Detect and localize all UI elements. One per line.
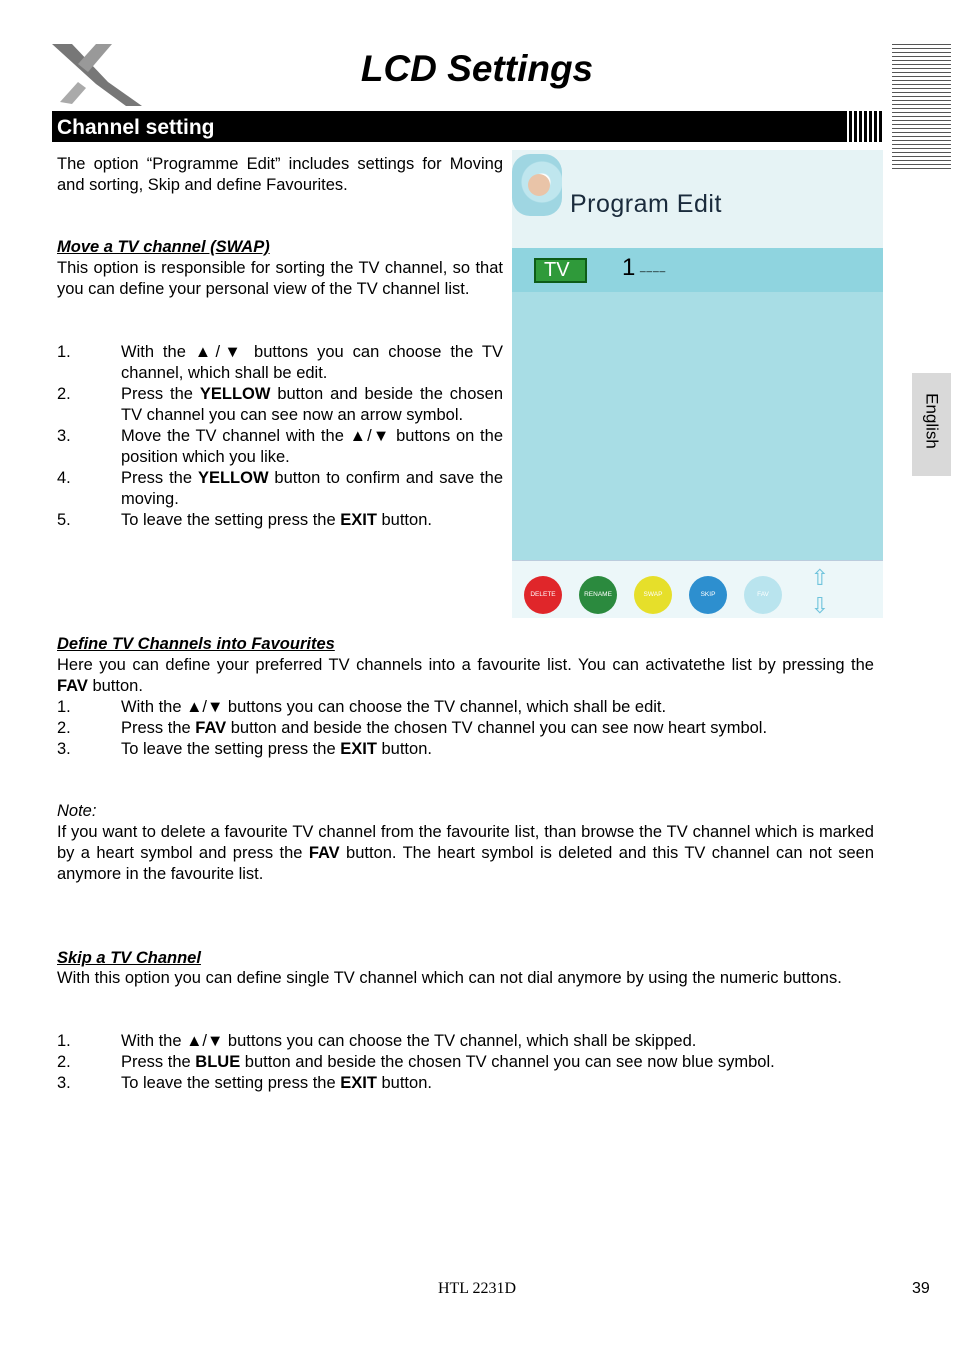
list-item (57, 739, 874, 760)
list-item-number: 5. (57, 511, 71, 529)
list-item (57, 697, 874, 718)
list-item-number: 2. (57, 719, 71, 737)
channel-row (512, 248, 883, 292)
channel-name: ____ (640, 262, 667, 273)
fav-steps (57, 697, 874, 760)
list-item (57, 1031, 874, 1052)
button-skip: SKIP (689, 576, 727, 614)
list-item-bold: BLUE (195, 1053, 241, 1071)
list-item-text: Move the TV channel with the ▲/▼ buttons on the position which you like. (121, 427, 503, 466)
list-item-number: 2. (57, 1053, 71, 1071)
page-number: 39 (912, 1280, 930, 1297)
fav-text-post: button. (87, 677, 143, 695)
list-item-text: Press the (121, 1053, 196, 1071)
note-heading: Note: (57, 802, 97, 820)
button-bar (512, 560, 883, 618)
list-item-text: With the ▲/▼ buttons you can choose the TV channel, which shall be edit. (121, 698, 667, 716)
list-item-text: To leave the setting press the (121, 511, 341, 529)
list-item-number: 1. (57, 698, 71, 716)
list-item-bold: EXIT (340, 1074, 377, 1092)
list-item-bold: YELLOW (197, 469, 269, 487)
fav-text (57, 655, 874, 697)
arrow-down-icon: ⇩ (810, 593, 830, 618)
screenshot-header (512, 150, 883, 248)
button-rename: RENAME (579, 576, 617, 614)
list-item-bold: EXIT (340, 740, 377, 758)
list-item (57, 384, 503, 426)
button-fav: FAV (744, 576, 782, 614)
list-item-number: 3. (57, 1074, 71, 1092)
swap-text: This option is responsible for sorting the TV channel, so that you can define your personal view of the TV channel list. (57, 259, 503, 298)
note-text-bold: FAV (308, 844, 340, 862)
note-text-pre: If you want to delete a favourite TV channel from the favourite list, than browse the TV channel which is marked by a heart symbol and press the (57, 823, 874, 862)
list-item (57, 468, 503, 510)
list-item-text: Press the (121, 469, 198, 487)
list-item-number: 2. (57, 385, 71, 403)
list-item-text-post: button. (376, 1074, 432, 1092)
swap-steps (57, 342, 503, 531)
footer-model: HTL 2231D (437, 1280, 517, 1297)
list-item-text: To leave the setting press the (121, 740, 341, 758)
tv-badge: TV (534, 258, 587, 283)
list-item-text-post: button and beside the chosen TV channel you can see now blue symbol. (240, 1053, 775, 1071)
intro-text: The option “Programme Edit” includes settings for Moving and sorting, Skip and define Favourites. (57, 155, 503, 194)
list-item-text: Press the (121, 385, 200, 403)
fav-text-pre: Here you can define your preferred TV channels into a favourite list. You can activatethe list by pressing the (57, 656, 874, 674)
language-tab (912, 373, 951, 476)
arrow-up-icon: ⇧ (810, 565, 830, 590)
list-item-text-post: button. (376, 740, 432, 758)
skip-text: With this option you can define single TV channel which can not dial anymore by using the numeric buttons. (57, 969, 842, 987)
list-item (57, 1052, 874, 1073)
skip-heading: Skip a TV Channel (57, 949, 201, 967)
list-item-number: 1. (57, 343, 71, 361)
button-delete: DELETE (524, 576, 562, 614)
list-item (57, 426, 503, 468)
channel-number: 1 (622, 254, 636, 281)
page-title: LCD Settings (360, 48, 594, 89)
program-edit-screenshot (512, 150, 883, 618)
avatar-icon (512, 154, 562, 216)
list-item (57, 718, 874, 739)
skip-steps (57, 1031, 874, 1094)
fav-text-bold: FAV (57, 677, 88, 695)
list-item-text: Press the (121, 719, 196, 737)
list-item-bold: YELLOW (199, 385, 271, 403)
list-item (57, 342, 503, 384)
list-item-number: 1. (57, 1032, 71, 1050)
list-item (57, 1073, 874, 1094)
list-item-text-post: button and beside the chosen TV channel you can see now an arrow symbol. (121, 385, 503, 424)
list-item-number: 4. (57, 469, 71, 487)
list-item-text-post: button and beside the chosen TV channel you can see now heart symbol. (226, 719, 768, 737)
section-bar-pattern (844, 111, 884, 142)
list-item-text-post: button to confirm and save the moving. (121, 469, 503, 508)
list-item-text: With the ▲/▼ buttons you can choose the TV channel, which shall be skipped. (121, 1032, 697, 1050)
section-title: Channel setting (57, 116, 215, 139)
list-item (57, 510, 503, 531)
language-label: English (922, 393, 942, 449)
list-item-text-post: button. (376, 511, 432, 529)
note-text (57, 822, 874, 885)
swap-heading: Move a TV channel (SWAP) (57, 238, 270, 256)
button-swap: SWAP (634, 576, 672, 614)
note-text-post: button. The heart symbol is deleted and this TV channel can not seen anymore in the favourite list. (57, 844, 874, 883)
fav-heading: Define TV Channels into Favourites (57, 635, 335, 653)
screenshot-title: Program Edit (570, 190, 722, 218)
list-item-bold: FAV (195, 719, 227, 737)
list-item-number: 3. (57, 740, 71, 758)
list-item-number: 3. (57, 427, 71, 445)
list-item-bold: EXIT (340, 511, 377, 529)
list-item-text: With the ▲/▼ buttons you can choose the TV channel, which shall be edit. (121, 343, 503, 382)
decorative-stripes (892, 44, 951, 172)
list-item-text: To leave the setting press the (121, 1074, 341, 1092)
